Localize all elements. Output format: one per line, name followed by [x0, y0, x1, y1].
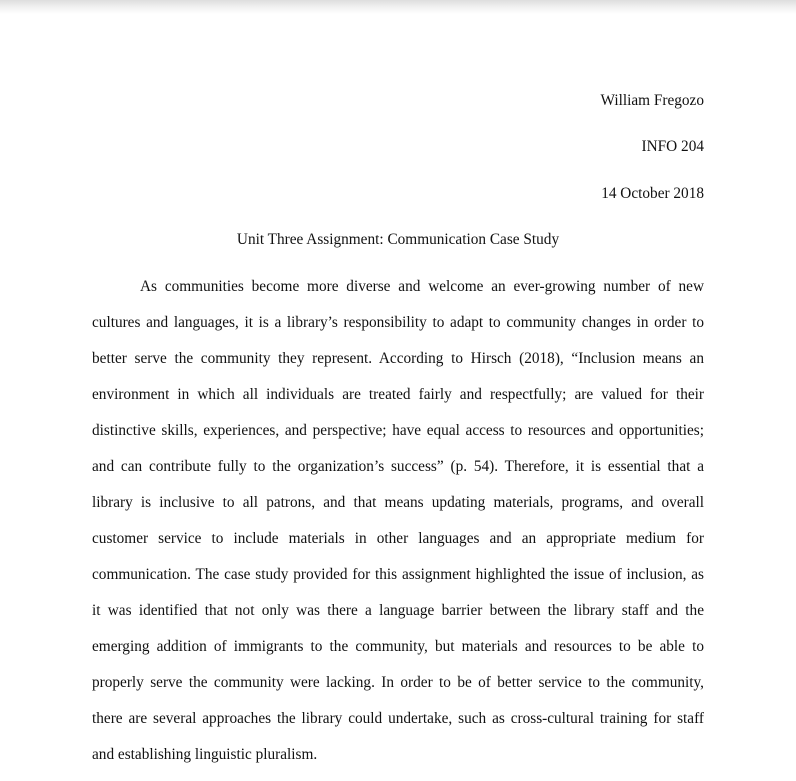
paragraph-line: and establishing linguistic pluralism.	[92, 746, 318, 763]
author-name: William Fregozo	[600, 92, 704, 109]
paragraph-line: properly serve the community were lacking. In order to be of better service to the community,	[92, 674, 704, 691]
paragraph-line: emerging addition of immigrants to the community, but materials and resources to be able to	[92, 638, 704, 655]
paragraph-line: environment in which all individuals are treated fairly and respectfully; are valued for their	[92, 386, 704, 403]
document-title: Unit Three Assignment: Communication Case Study	[236, 231, 560, 248]
course-code: INFO 204	[641, 138, 704, 155]
document-date: 14 October 2018	[601, 185, 704, 202]
paragraph-line: there are several approaches the library could undertake, such as cross-cultural training for staff	[92, 710, 704, 727]
paragraph-line: communication. The case study provided for this assignment highlighted the issue of inclusion, as	[92, 566, 704, 583]
paragraph-line: library is inclusive to all patrons, and that means updating materials, programs, and overall	[92, 494, 704, 511]
paragraph-line: distinctive skills, experiences, and perspective; have equal access to resources and opportunities;	[92, 422, 704, 439]
paragraph-line: customer service to include materials in other languages and an appropriate medium for	[92, 530, 704, 547]
paragraph-line: cultures and languages, it is a library’s responsibility to adapt to community changes in order to	[92, 314, 704, 331]
paragraph-line: As communities become more diverse and welcome an ever-growing number of new	[140, 278, 704, 295]
paragraph-line: and can contribute fully to the organization’s success” (p. 54). Therefore, it is essential that a	[92, 458, 704, 475]
paragraph-line: better serve the community they represent. According to Hirsch (2018), “Inclusion means an	[92, 350, 704, 367]
paragraph-line: it was identified that not only was there a language barrier between the library staff and the	[92, 602, 704, 619]
body-paragraph	[92, 277, 704, 781]
